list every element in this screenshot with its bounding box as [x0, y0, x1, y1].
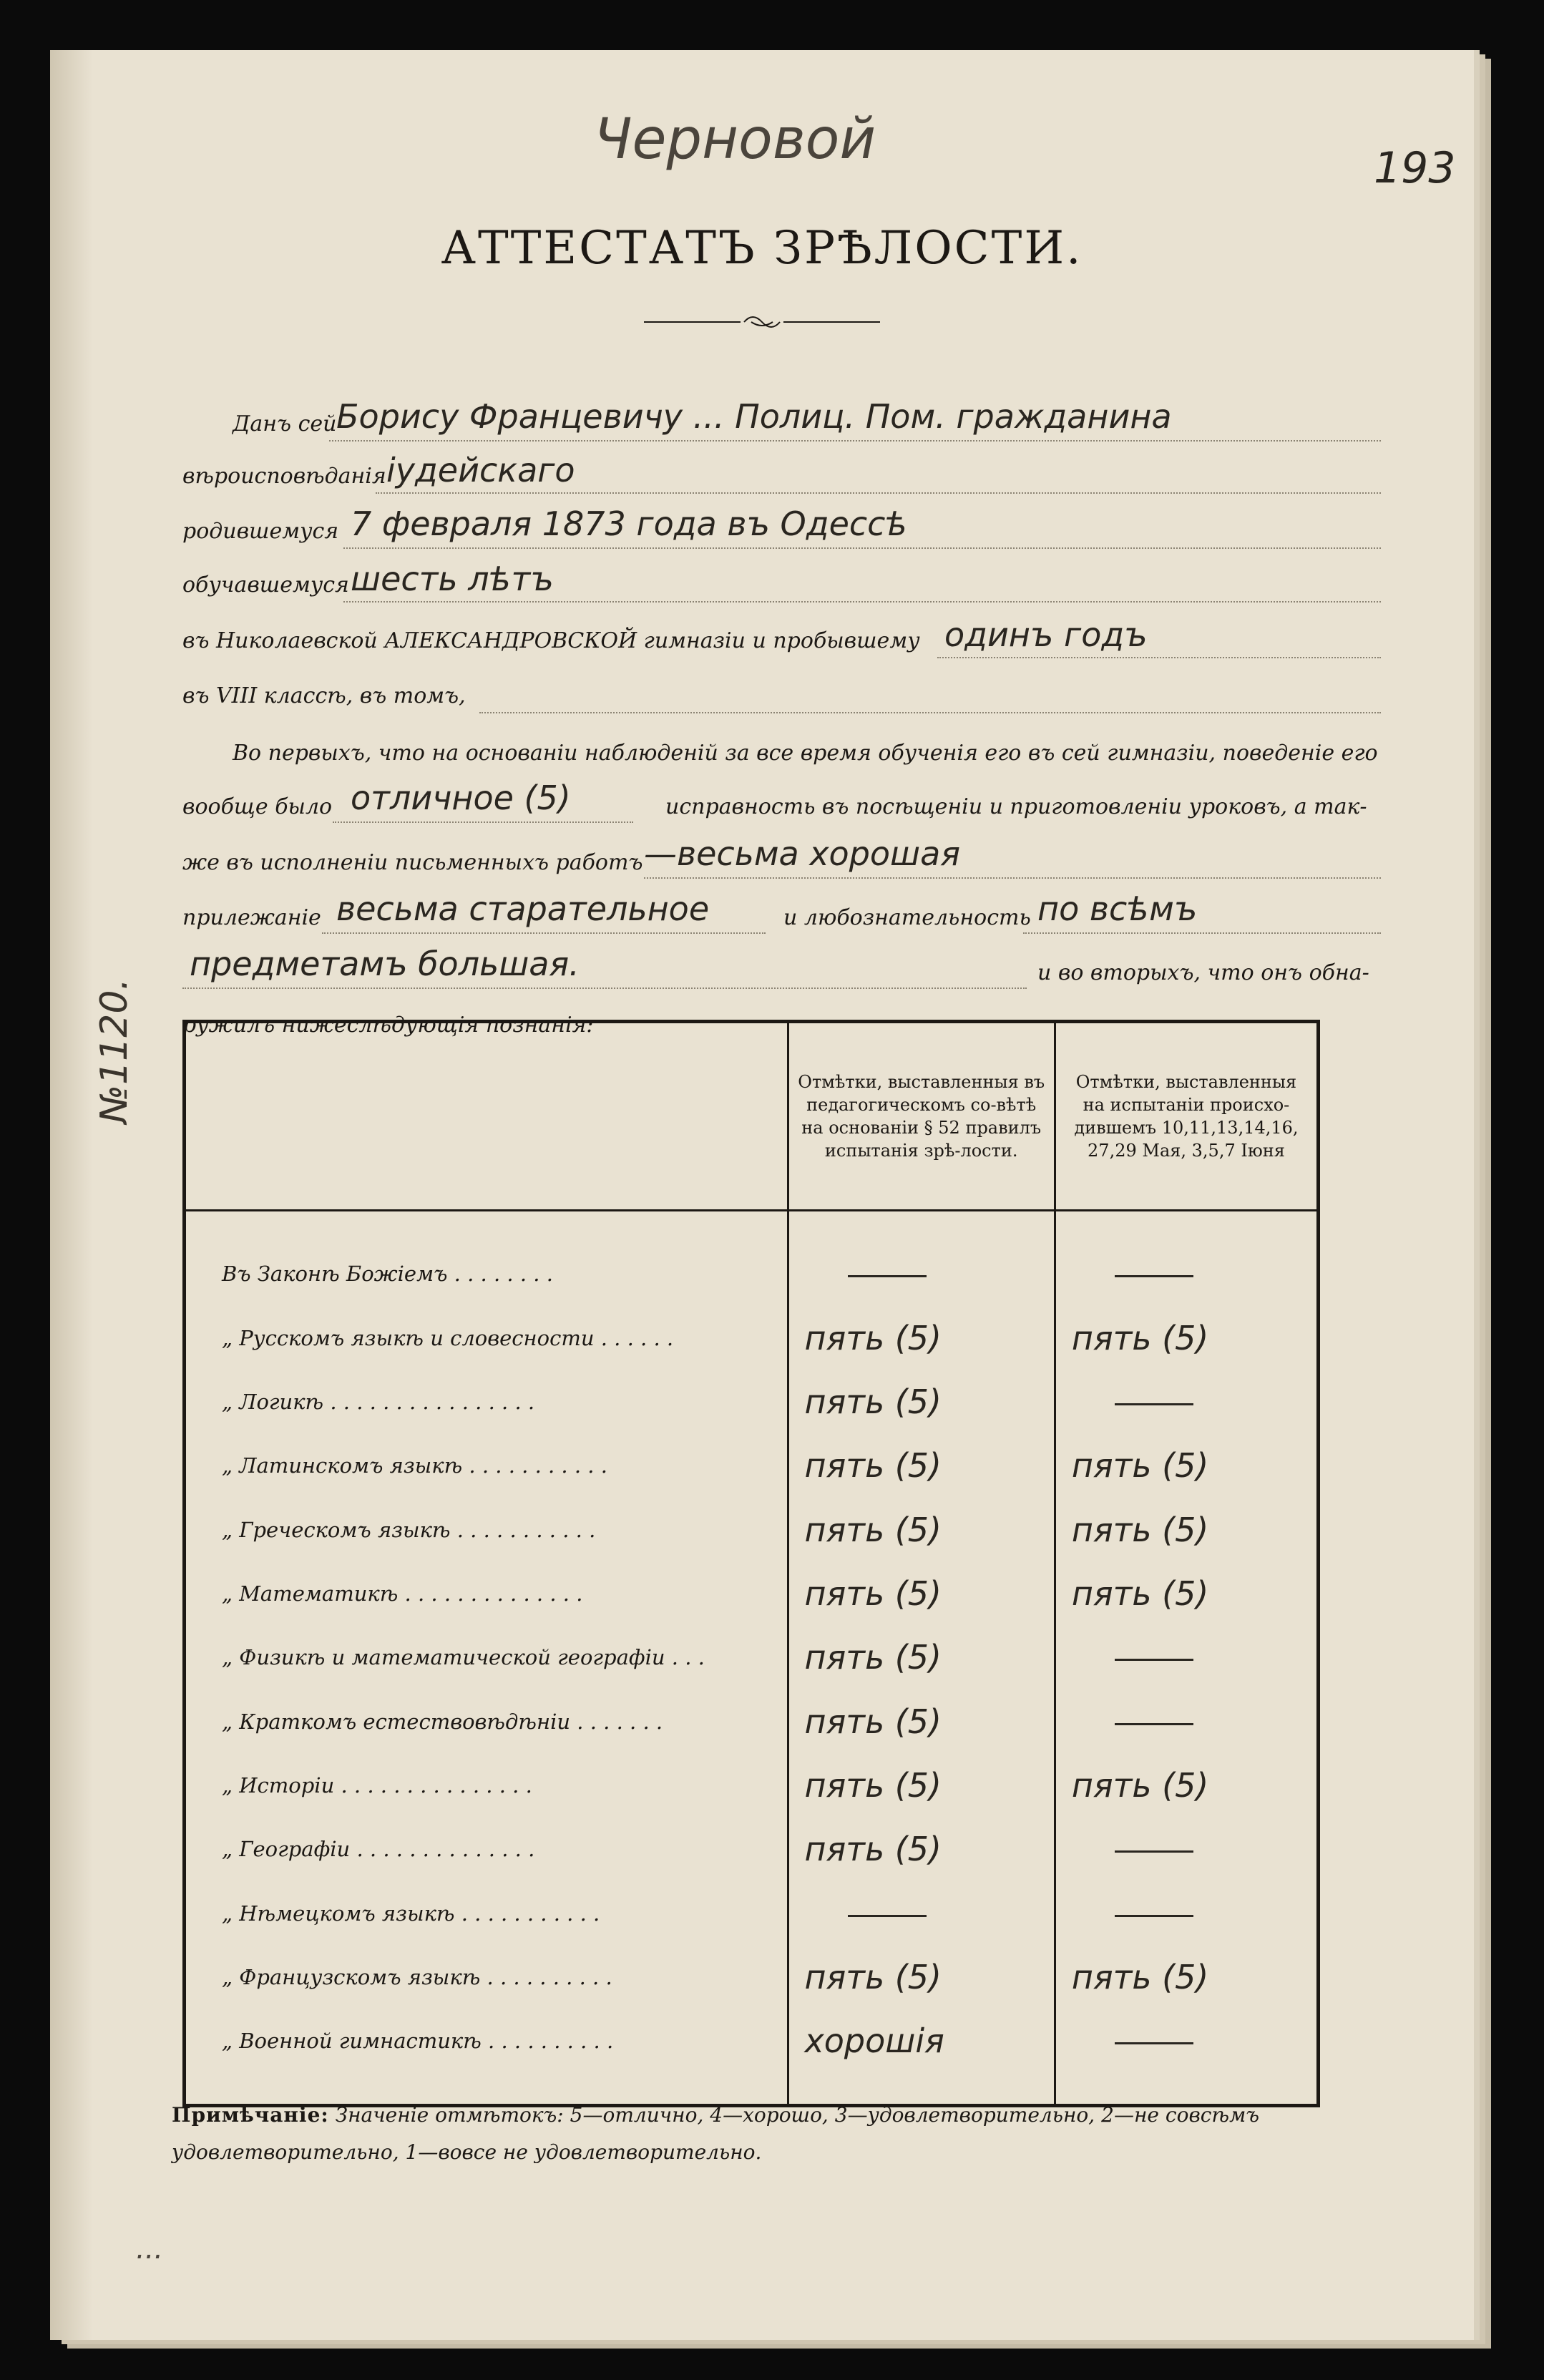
exam-mark	[1055, 1370, 1318, 1433]
page-edge	[50, 50, 93, 2340]
para-line-4-underline-2	[1023, 932, 1381, 934]
exam-mark	[1055, 2009, 1318, 2073]
table-row	[185, 1753, 1319, 1817]
table-row	[185, 1434, 1319, 1498]
council-mark: пять (5)	[788, 1818, 1055, 1881]
grades-body	[185, 1211, 1319, 2106]
no-mark-dash	[1115, 1915, 1193, 1917]
header-exam: Отмѣтки, выставленныя на испытаніи происхо-дившемъ 10,11,13,14,16, 27,29 Мая, 3,5,7 Іюня	[1055, 1022, 1318, 1211]
subject-name: „ Военной гимнастикѣ . . . . . . . . . .	[222, 2029, 614, 2054]
footnote	[172, 2097, 1259, 2171]
exam-mark: пять (5)	[1055, 1306, 1318, 1370]
para-value-behavior: отличное (5)	[351, 779, 571, 817]
council-mark: пять (5)	[788, 1561, 1055, 1625]
side-number: №1120.	[93, 978, 136, 1123]
exam-mark: пять (5)	[1055, 1753, 1318, 1817]
exam-mark	[1055, 1689, 1318, 1753]
subject-name: Въ Законѣ Божіемъ . . . . . . . .	[222, 1262, 553, 1287]
para-line-5-underline	[182, 987, 1027, 989]
council-mark: хорошія	[788, 2009, 1055, 2073]
no-mark-dash	[848, 1275, 927, 1277]
para-line-1: Во первыхъ, что на основаніи наблюденій за все время обученія его въ сей гимназіи, поведеніе его	[233, 741, 1378, 766]
page-title: АТТЕСТАТЪ ЗРѢЛОСТИ.	[441, 222, 1083, 275]
table-row	[185, 1306, 1319, 1370]
table-row	[185, 1945, 1319, 2009]
title-ornament	[644, 308, 880, 336]
draft-stamp: Черновой	[594, 107, 876, 172]
no-mark-dash	[1115, 1723, 1193, 1725]
subject-name: „ Исторіи . . . . . . . . . . . . . . .	[222, 1773, 532, 1798]
table-row	[185, 1370, 1319, 1433]
field-value-studied: шесть лѣтъ	[351, 560, 554, 598]
subject-name: „ Физикѣ и математической географіи . . .	[222, 1645, 705, 1670]
para-line-3a: же въ исполненіи письменныхъ работъ	[182, 850, 643, 875]
para-line-3-underline	[644, 877, 1381, 879]
no-mark-dash	[1115, 1403, 1193, 1405]
para-line-2a: вообще было	[182, 794, 333, 819]
field-label-studied: обучавшемуся	[182, 572, 349, 598]
council-mark: пять (5)	[788, 1370, 1055, 1433]
no-mark-dash	[1115, 2042, 1193, 2044]
subject-name: „ Нѣмецкомъ языкѣ . . . . . . . . . . .	[222, 1901, 600, 1926]
council-mark	[788, 1881, 1055, 1945]
no-mark-dash	[1115, 1659, 1193, 1661]
subject-name: „ Географіи . . . . . . . . . . . . . .	[222, 1837, 535, 1862]
exam-mark: пять (5)	[1055, 1561, 1318, 1625]
exam-mark	[1055, 1626, 1318, 1689]
para-line-4a: прилежаніе	[182, 905, 321, 930]
para-value-diligence: весьма старательное	[336, 889, 710, 928]
field-line-studied	[343, 601, 1381, 603]
council-mark	[788, 1242, 1055, 1306]
subject-name: „ Логикѣ . . . . . . . . . . . . . . . .	[222, 1390, 535, 1414]
page-number: 193	[1374, 143, 1456, 193]
council-mark: пять (5)	[788, 1945, 1055, 2009]
para-line-4b: и любознательность	[783, 905, 1031, 930]
exam-mark	[1055, 1242, 1318, 1306]
field-label-born: родившемуся	[182, 519, 339, 544]
field-value-religion: іудейскаго	[386, 451, 575, 489]
field-label-given: Данъ сей	[233, 411, 337, 437]
header-subject	[185, 1022, 788, 1211]
table-row	[185, 1498, 1319, 1561]
council-mark: пять (5)	[788, 1498, 1055, 1561]
field-line-born	[343, 547, 1381, 549]
no-mark-dash	[848, 1915, 927, 1917]
field-value-born: 7 февраля 1873 года въ Одессѣ	[351, 504, 908, 543]
field-line-religion	[376, 492, 1381, 494]
exam-mark	[1055, 1818, 1318, 1881]
para-value-written: —весьма хорошая	[644, 834, 960, 873]
field-value-gymnasium: одинъ годъ	[944, 615, 1148, 654]
footnote-text: Значеніе отмѣтокъ: 5—отлично, 4—хорошо, 3—удовлетворительно, 2—не совсѣмъ удовлетворительно, 1—вовсе не удовлетворительно.	[172, 2103, 1260, 2164]
no-mark-dash	[1115, 1850, 1193, 1853]
para-value-curiosity: по всѣмъ	[1037, 889, 1198, 928]
para-line-2-underline	[333, 821, 633, 823]
field-line-given	[329, 440, 1381, 442]
para-line-6: ружилъ нижеслѣдующія познанія:	[182, 1013, 594, 1038]
field-value-given: Борису Францевичу ... Полиц. Пом. гражданина	[336, 397, 1172, 436]
grades-table	[182, 1020, 1320, 2107]
footnote-label: Примѣчаніе:	[172, 2103, 329, 2127]
council-mark: пять (5)	[788, 1753, 1055, 1817]
council-mark: пять (5)	[788, 1306, 1055, 1370]
field-line-gymnasium	[937, 657, 1381, 658]
bottom-mark: ...	[136, 2233, 164, 2266]
table-row	[185, 1242, 1319, 1306]
para-line-5b: и во вторыхъ, что онъ обна-	[1037, 960, 1369, 985]
subject-name: „ Математикѣ . . . . . . . . . . . . . .	[222, 1581, 583, 1606]
field-label-class: въ VIII классѣ, въ томъ,	[182, 683, 466, 708]
para-line-2b: исправность въ посѣщеніи и приготовленіи уроковъ, а так-	[665, 794, 1367, 819]
para-line-4-underline	[322, 932, 766, 934]
exam-mark	[1055, 1881, 1318, 1945]
exam-mark: пять (5)	[1055, 1945, 1318, 2009]
table-row	[185, 1561, 1319, 1625]
table-row	[185, 2009, 1319, 2073]
council-mark: пять (5)	[788, 1689, 1055, 1753]
exam-mark: пять (5)	[1055, 1498, 1318, 1561]
subject-name: „ Французскомъ языкѣ . . . . . . . . . .	[222, 1965, 612, 1990]
table-row	[185, 1626, 1319, 1689]
field-label-religion: вѣроисповѣданія	[182, 464, 386, 489]
field-label-gymnasium: въ Николаевской АЛЕКСАНДРОВСКОЙ гимназіи и пробывшему	[182, 628, 920, 653]
no-mark-dash	[1115, 1275, 1193, 1277]
para-value-subjects: предметамъ большая.	[190, 945, 580, 983]
subject-name: „ Греческомъ языкѣ . . . . . . . . . . .	[222, 1517, 596, 1542]
council-mark: пять (5)	[788, 1626, 1055, 1689]
header-council: Отмѣтки, выставленныя въ педагогическомъ со-вѣтѣ на основаніи § 52 правилъ испытанія зрѣ-лости.	[788, 1022, 1055, 1211]
table-row	[185, 1818, 1319, 1881]
council-mark: пять (5)	[788, 1434, 1055, 1498]
table-row	[185, 1881, 1319, 1945]
subject-name: „ Латинскомъ языкѣ . . . . . . . . . . .	[222, 1453, 607, 1478]
exam-mark: пять (5)	[1055, 1434, 1318, 1498]
field-line-class	[479, 712, 1381, 713]
table-row	[185, 1689, 1319, 1753]
subject-name: „ Русскомъ языкѣ и словесности . . . . . .	[222, 1325, 674, 1350]
subject-name: „ Краткомъ естествовѣдѣніи . . . . . . .	[222, 1709, 663, 1734]
